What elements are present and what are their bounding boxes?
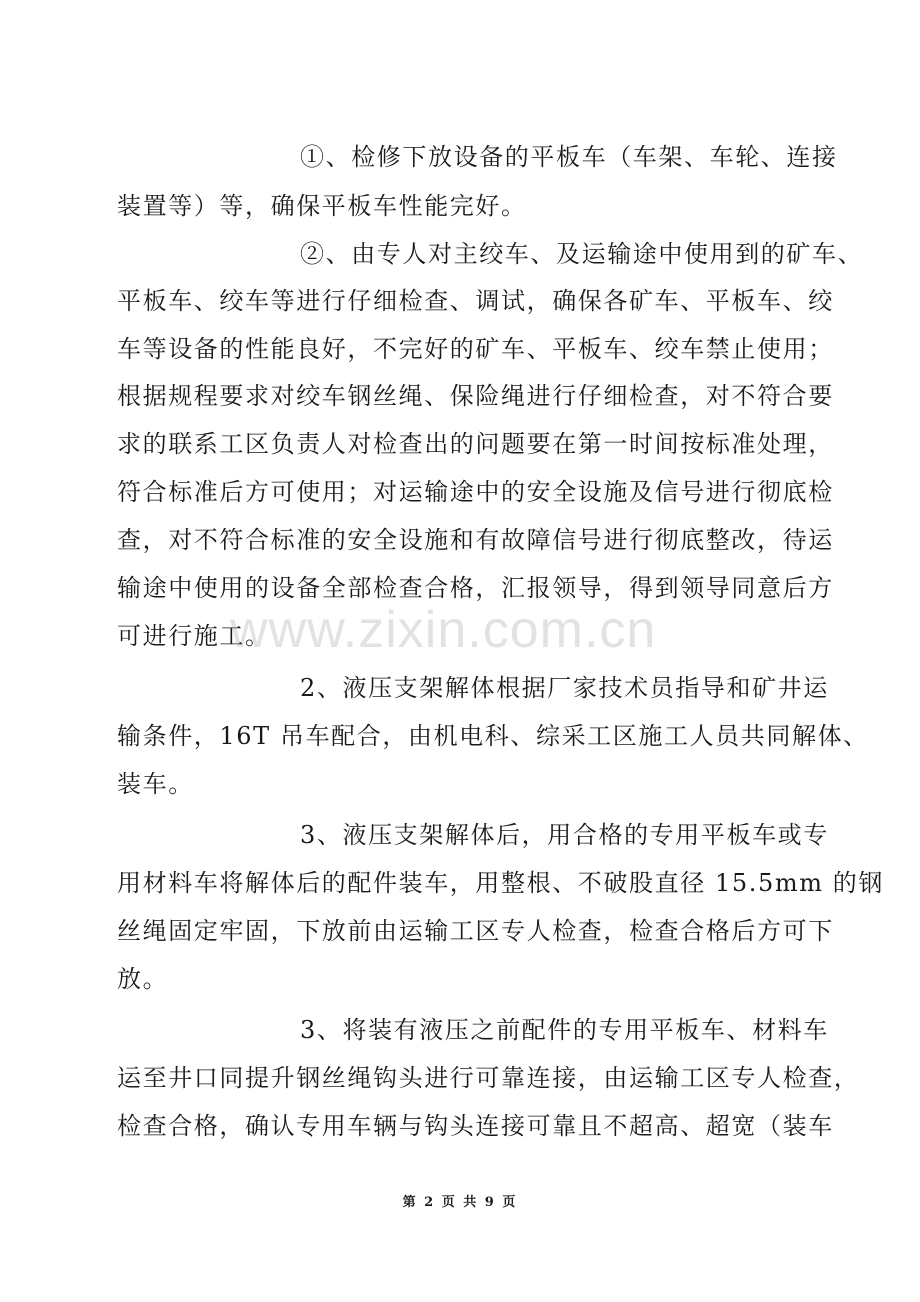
text-line: 放。 bbox=[117, 965, 169, 993]
text-line: 用材料车将解体后的配件装车，用整根、不破股直径 15.5mm 的钢 bbox=[117, 869, 885, 897]
text-line: 符合标准后方可使用；对运输途中的安全设施及信号进行彻底检 bbox=[117, 478, 834, 506]
text-line: ①、检修下放设备的平板车（车架、车轮、连接 bbox=[300, 143, 838, 171]
text-line: 运至井口同提升钢丝绳钩头进行可靠连接，由运输工区专人检查， bbox=[117, 1064, 860, 1092]
watermark-text: www.zixin.com.cn bbox=[230, 601, 657, 659]
text-line: 装置等）等，确保平板车性能完好。 bbox=[117, 192, 527, 220]
text-line: 丝绳固定牢固，下放前由运输工区专人检查，检查合格后方可下 bbox=[117, 917, 834, 945]
text-line: 根据规程要求对绞车钢丝绳、保险绳进行仔细检查，对不符合要 bbox=[117, 382, 834, 410]
text-line: 装车。 bbox=[117, 770, 194, 798]
text-line: 平板车、绞车等进行仔细检查、调试，确保各矿车、平板车、绞 bbox=[117, 287, 834, 315]
text-line: 查，对不符合标准的安全设施和有故障信号进行彻底整改，待运 bbox=[117, 526, 834, 554]
text-line: 检查合格，确认专用车辆与钩头连接可靠且不超高、超宽（装车 bbox=[117, 1112, 834, 1140]
text-line: 3、液压支架解体后，用合格的专用平板车或专 bbox=[300, 821, 829, 849]
page-number: 第 2 页 共 9 页 bbox=[402, 1195, 518, 1210]
text-line: 输条件，16T 吊车配合，由机电科、综采工区施工人员共同解体、 bbox=[117, 722, 869, 750]
text-line: 求的联系工区负责人对检查出的问题要在第一时间按标准处理， bbox=[117, 430, 834, 458]
text-line: ②、由专人对主绞车、及运输途中使用到的矿车、 bbox=[300, 240, 864, 268]
text-line: 输途中使用的设备全部检查合格，汇报领导，得到领导同意后方 bbox=[117, 574, 834, 602]
text-line: 车等设备的性能良好，不完好的矿车、平板车、绞车禁止使用； bbox=[117, 335, 834, 363]
text-line: 3、将装有液压之前配件的专用平板车、材料车 bbox=[300, 1016, 829, 1044]
text-line: 2、液压支架解体根据厂家技术员指导和矿井运 bbox=[300, 674, 829, 702]
text-line: 可进行施工。 bbox=[117, 622, 271, 650]
